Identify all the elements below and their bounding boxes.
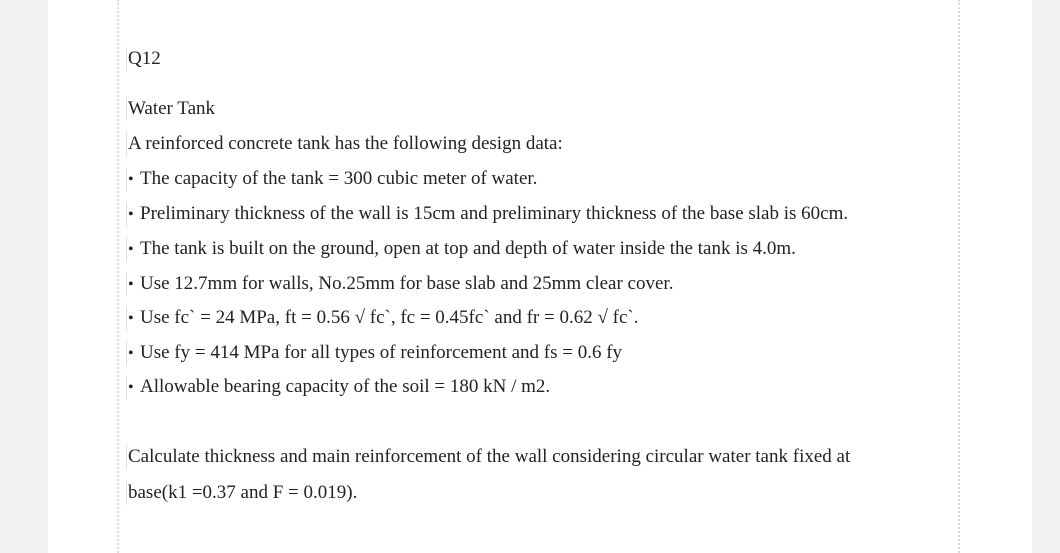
design-data-text: Use fc` = 24 MPa, ft = 0.56 √ fc`, fc = 0.45fc` and fr = 0.62 √ fc`.	[140, 307, 639, 328]
design-data-text: The tank is built on the ground, open at top and depth of water inside the tank is 4.0m.	[140, 238, 796, 259]
design-data-item	[126, 341, 622, 366]
intro-text: A reinforced concrete tank has the following design data:	[128, 133, 563, 154]
design-data-item	[126, 237, 796, 262]
bullet: •	[128, 171, 134, 188]
design-data-text: Allowable bearing capacity of the soil = 180 kN / m2.	[140, 376, 551, 397]
right-margin-guide	[958, 0, 960, 553]
question-number: Q12	[128, 48, 161, 69]
task-text-line-1: Calculate thickness and main reinforcement of the wall considering circular water tank fixed at	[128, 446, 851, 467]
bullet: •	[128, 276, 134, 293]
bullet: •	[128, 345, 134, 362]
design-data-text: Preliminary thickness of the wall is 15cm and preliminary thickness of the base slab is 60cm.	[140, 203, 849, 224]
design-data-text: Use 12.7mm for walls, No.25mm for base slab and 25mm clear cover.	[140, 273, 674, 294]
left-margin-guide	[117, 0, 119, 553]
task-text-line-2: base(k1 =0.37 and F = 0.019).	[128, 482, 358, 503]
design-data-text: The capacity of the tank = 300 cubic meter of water.	[140, 168, 538, 189]
design-data-item	[126, 272, 673, 297]
design-data-item	[126, 167, 537, 192]
design-data-item	[126, 202, 848, 227]
design-data-item	[126, 375, 550, 400]
bullet: •	[128, 241, 134, 258]
design-data-text: Use fy = 414 MPa for all types of reinforcement and fs = 0.6 fy	[140, 342, 623, 363]
section-title: Water Tank	[128, 98, 216, 119]
bullet: •	[128, 310, 134, 327]
bullet: •	[128, 206, 134, 223]
document-page	[48, 0, 1032, 553]
design-data-item	[126, 306, 638, 331]
bullet: •	[128, 379, 134, 396]
